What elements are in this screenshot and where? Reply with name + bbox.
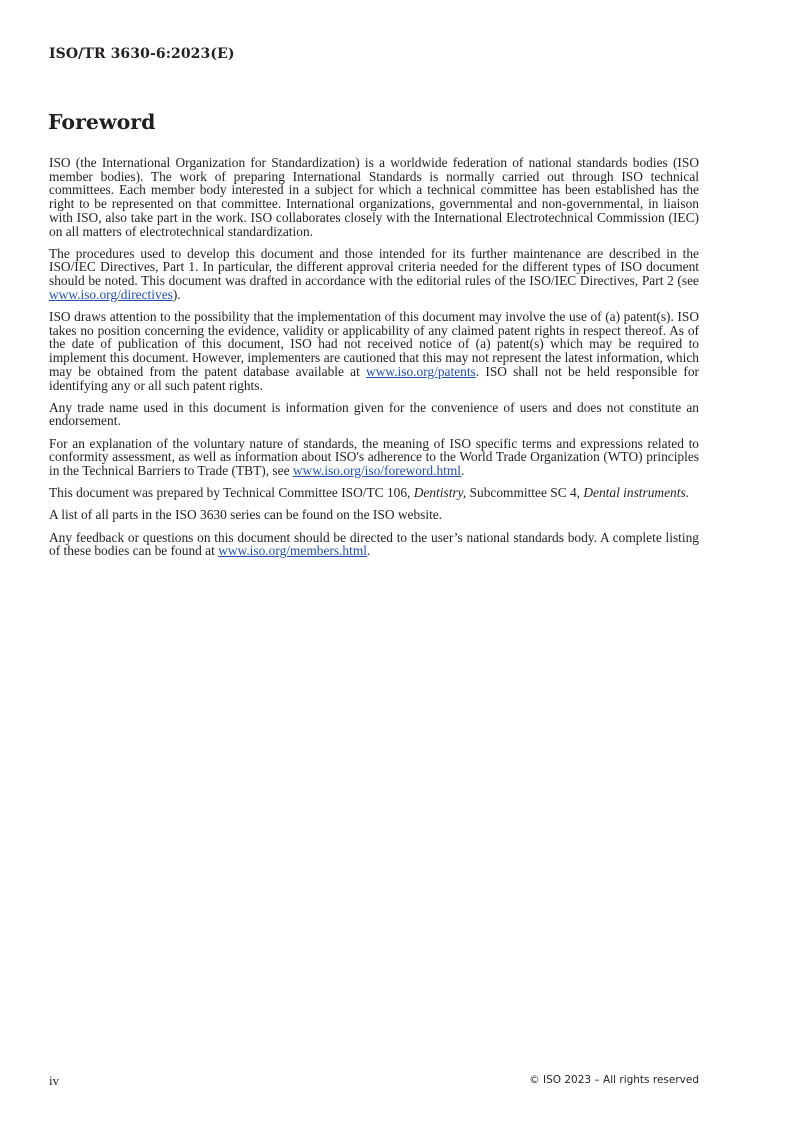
paragraph-text: The procedures used to develop this document and those intended for its further maintenance are described in the ISO/IEC Directives, Part 1. In particular, the different approval criteria needed for the different types of ISO document should be noted. This document was drafted in accordance with the editorial rules of the ISO/IEC Directives, Part 2 (see <box>49 245 699 289</box>
page-title: Foreword <box>48 110 156 134</box>
paragraph-text: . <box>685 485 690 501</box>
copyright-notice: © ISO 2023 – All rights reserved <box>529 1074 699 1086</box>
paragraph-text: . <box>366 543 371 559</box>
paragraph-series-list <box>49 508 699 522</box>
paragraph-trade-name <box>49 401 699 428</box>
directives-link[interactable]: www.iso.org/directives <box>49 286 173 302</box>
paragraph-text: For an explanation of the voluntary nature of standards, the meaning of ISO specific terms and expressions related to conformity assessment, as well as information about ISO's adherence to the World Trade Organization (WTO) principles in the Technical Barriers to Trade (TBT), see <box>49 435 699 479</box>
paragraph-committee <box>49 486 699 500</box>
paragraph-text: This document was prepared by Technical Committee ISO/TC 106, <box>49 485 414 501</box>
paragraph-feedback <box>49 531 699 558</box>
paragraph-text: ISO (the International Organization for Standardization) is a worldwide federation of national standards bodies (ISO member bodies). The work of preparing International Standards is normally carried out through ISO technical committees. Each member body interested in a subject for which a technical committee has been established has the right to be represented on that committee. International organizations, governmental and non-governmental, in liaison with ISO, also take part in the work. ISO collaborates closely with the International Electrotechnical Commission (IEC) on all matters of electrotechnical standardization. <box>49 155 699 239</box>
paragraph-voluntary-nature <box>49 437 699 478</box>
paragraph-text: Subcommittee SC 4, <box>466 485 584 501</box>
paragraph-procedures <box>49 247 699 302</box>
subcommittee-name: Dental instruments <box>583 485 686 501</box>
paragraph-patents <box>49 310 699 392</box>
paragraph-text: Any feedback or questions on this document should be directed to the user’s national standards body. A complete listing of these bodies can be found at <box>49 529 699 559</box>
paragraph-text: A list of all parts in the ISO 3630 series can be found on the ISO website. <box>49 507 443 523</box>
paragraph-text: ). <box>172 286 181 302</box>
paragraph-iso-overview <box>49 156 699 238</box>
foreword-link[interactable]: www.iso.org/iso/foreword.html <box>292 463 461 479</box>
foreword-body <box>49 156 699 567</box>
paragraph-text: ISO draws attention to the possibility that the implementation of this document may involve the use of (a) patent(s). ISO takes no position concerning the evidence, validity or applicability of any claimed patent rights in respect thereof. As of the date of publication of this document, ISO had not received notice of (a) patent(s) which may be required to implement this document. However, implementers are cautioned that this may not represent the latest information, which may be obtained from the patent database available at <box>49 309 699 379</box>
paragraph-text: . ISO shall not be held responsible for identifying any or all such patent rights. <box>49 363 699 393</box>
paragraph-text: . <box>461 463 465 479</box>
page-number: iv <box>49 1073 60 1088</box>
document-id: ISO/TR 3630-6:2023(E) <box>49 46 235 62</box>
members-link[interactable]: www.iso.org/members.html <box>218 543 367 559</box>
paragraph-text: Any trade name used in this document is information given for the convenience of users and does not constitute an endorsement. <box>49 399 699 429</box>
patents-link[interactable]: www.iso.org/patents <box>366 363 476 379</box>
committee-name: Dentistry, <box>413 485 467 501</box>
